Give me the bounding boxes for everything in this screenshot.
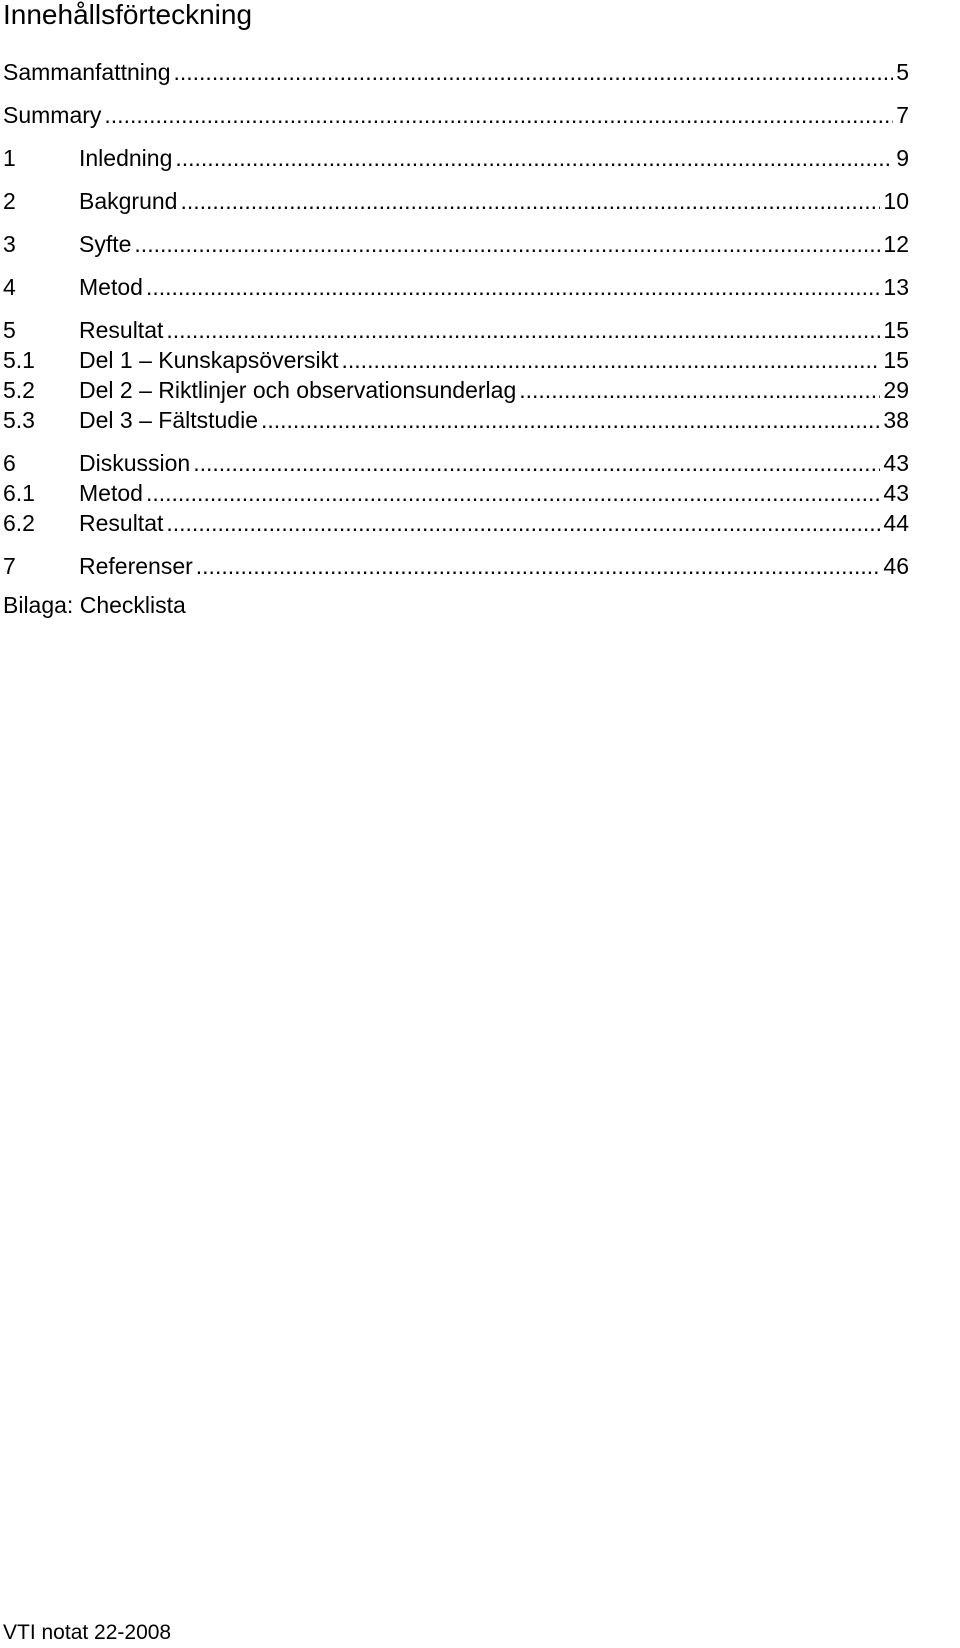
toc-entry-title: Del 3 – Fältstudie — [79, 407, 258, 433]
toc-entry-inledning[interactable] — [3, 141, 909, 171]
page-title: Innehållsförteckning — [3, 0, 253, 30]
toc-entry-page: 15 — [883, 317, 909, 343]
toc-leader-dots — [166, 317, 880, 343]
toc-entry-number: 1 — [3, 145, 16, 171]
toc-leader-dots — [173, 59, 893, 85]
toc-entry-summary[interactable] — [3, 98, 909, 128]
toc-entry-title: Referenser — [79, 553, 193, 579]
toc-entry-page: 46 — [883, 553, 909, 579]
toc-entry-del3[interactable] — [3, 403, 909, 433]
toc-entry-metod-6-1[interactable] — [3, 476, 909, 506]
toc-entry-page: 43 — [883, 480, 909, 506]
toc-entry-number: 5.1 — [3, 347, 35, 373]
toc-leader-dots — [519, 377, 880, 403]
toc-entry-syfte[interactable] — [3, 227, 909, 257]
toc-entry-page: 43 — [883, 450, 909, 476]
toc-entry-title: Diskussion — [79, 450, 191, 476]
toc-entry-title: Resultat — [79, 317, 164, 343]
toc-entry-metod[interactable] — [3, 270, 909, 300]
toc-entry-title: Inledning — [79, 145, 173, 171]
toc-entry-page: 9 — [896, 145, 909, 171]
toc-entry-number: 2 — [3, 188, 16, 214]
toc-entry-number: 5.2 — [3, 377, 35, 403]
toc-entry-sammanfattning[interactable] — [3, 55, 909, 85]
toc-leader-dots — [193, 450, 880, 476]
toc-entry-page: 7 — [896, 102, 909, 128]
toc-entry-number: 6.1 — [3, 480, 35, 506]
toc-entry-title: Bakgrund — [79, 188, 178, 214]
toc-entry-referenser[interactable] — [3, 549, 909, 579]
toc-entry-page: 10 — [883, 188, 909, 214]
toc-entry-page: 44 — [883, 510, 909, 536]
toc-entry-number: 6 — [3, 450, 16, 476]
appendix-entry[interactable]: Bilaga: Checklista — [3, 592, 186, 618]
toc-entry-page: 12 — [883, 231, 909, 257]
toc-entry-title: Del 2 – Riktlinjer och observationsunderlag — [79, 377, 517, 403]
toc-entry-number: 4 — [3, 274, 16, 300]
toc-entry-number: 7 — [3, 553, 16, 579]
toc-entry-title: Resultat — [79, 510, 164, 536]
toc-leader-dots — [146, 274, 880, 300]
toc-entry-title: Summary — [3, 102, 102, 128]
toc-entry-page: 29 — [883, 377, 909, 403]
toc-leader-dots — [166, 510, 880, 536]
toc-entry-number: 5 — [3, 317, 16, 343]
toc-entry-number: 5.3 — [3, 407, 35, 433]
toc-entry-title: Sammanfattning — [3, 59, 171, 85]
toc-leader-dots — [146, 480, 880, 506]
toc-entry-title: Del 1 – Kunskapsöversikt — [79, 347, 339, 373]
toc-entry-number: 6.2 — [3, 510, 35, 536]
toc-leader-dots — [342, 347, 881, 373]
toc-entry-page: 15 — [883, 347, 909, 373]
toc-entry-bakgrund[interactable] — [3, 184, 909, 214]
toc-entry-page: 38 — [883, 407, 909, 433]
toc-entry-title: Metod — [79, 480, 143, 506]
toc-entry-title: Metod — [79, 274, 143, 300]
toc-leader-dots — [134, 231, 880, 257]
toc-entry-title: Syfte — [79, 231, 132, 257]
toc-entry-number: 3 — [3, 231, 16, 257]
toc-entry-del1[interactable] — [3, 343, 909, 373]
toc-entry-page: 13 — [883, 274, 909, 300]
toc-leader-dots — [104, 102, 893, 128]
toc-entry-resultat-6-2[interactable] — [3, 506, 909, 536]
page-footer: VTI notat 22-2008 — [3, 1621, 172, 1644]
toc-entry-resultat[interactable] — [3, 313, 909, 343]
toc-entry-page: 5 — [896, 59, 909, 85]
toc-leader-dots — [261, 407, 880, 433]
toc-leader-dots — [175, 145, 893, 171]
toc-entry-diskussion[interactable] — [3, 446, 909, 476]
toc-entry-del2[interactable] — [3, 373, 909, 403]
toc-leader-dots — [196, 553, 881, 579]
toc-leader-dots — [180, 188, 880, 214]
